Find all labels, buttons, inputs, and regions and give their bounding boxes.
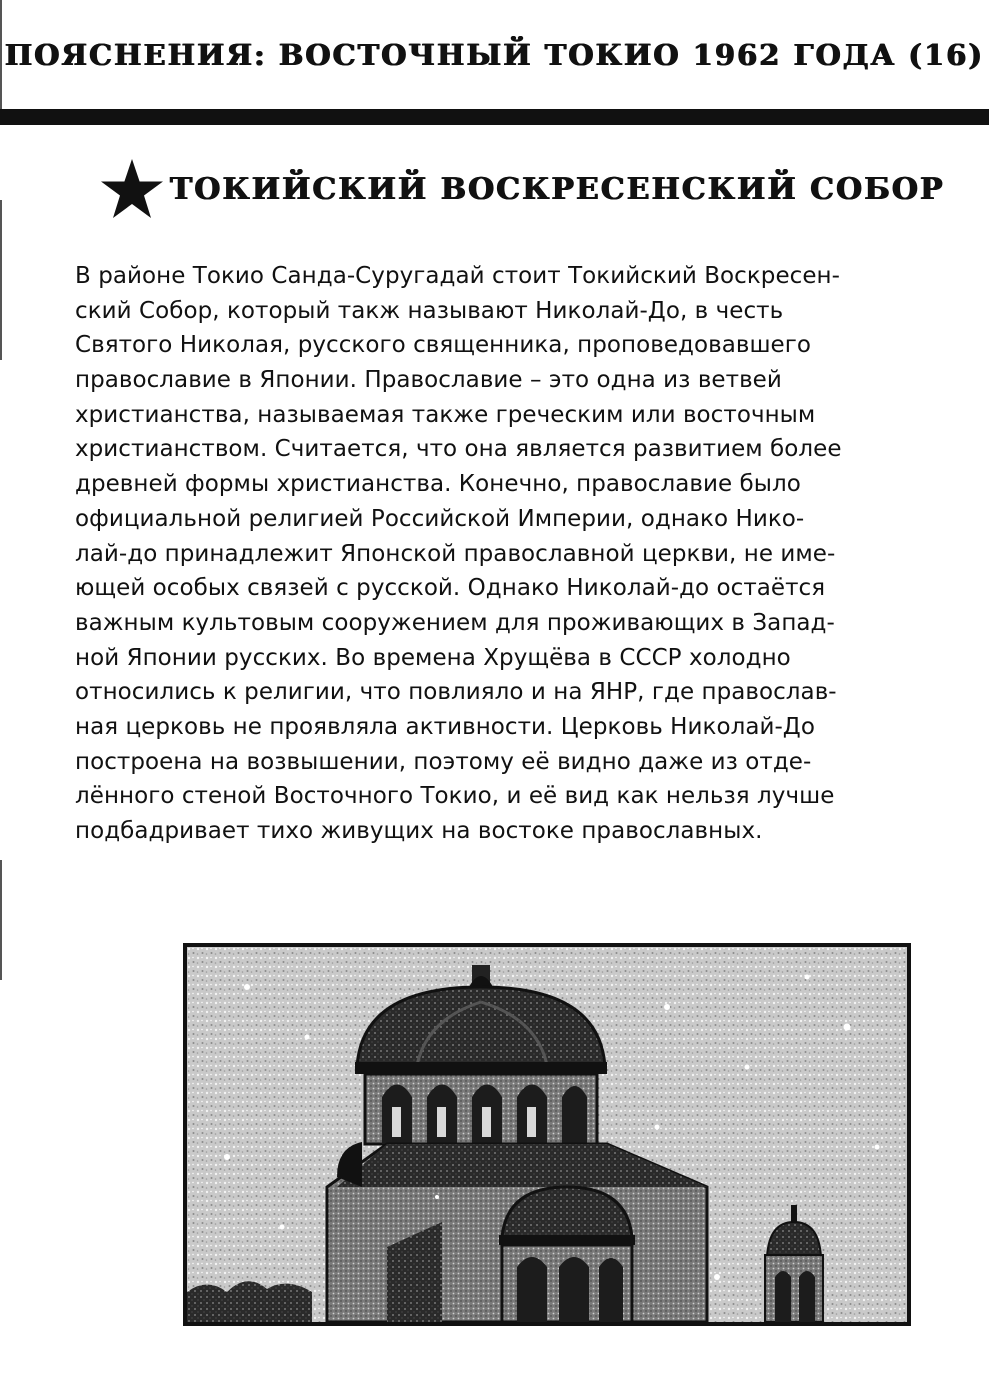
body-line: относились к религии, что повлияло и на ЯНР, где православ-	[75, 679, 837, 706]
star-icon	[100, 158, 164, 220]
body-line: Святого Николая, русского священника, проповедовавшего	[75, 332, 812, 359]
page-edge-mark	[0, 860, 2, 980]
body-line: православие в Японии. Православие – это одна из ветвей	[75, 367, 782, 394]
page-title: ПОЯСНЕНИЯ: ВОСТОЧНЫЙ ТОКИО 1962 ГОДА (16)	[4, 38, 985, 72]
body-line: В районе Токио Санда-Суругадай стоит Токийский Воскресен-	[75, 263, 840, 289]
body-line: ющей особых связей с русской. Однако Николай-до остаётся	[75, 575, 826, 602]
body-line: официальной религией Российской Империи, однако Нико-	[75, 505, 805, 532]
body-line: ная церковь не проявляла активности. Церковь Николай-До	[75, 713, 815, 740]
section-heading	[100, 158, 945, 220]
cathedral-illustration	[183, 943, 911, 1326]
dome-drum	[365, 1074, 597, 1144]
body-line: христианства, называемая также греческим или восточным	[75, 401, 816, 428]
body-line: лай-до принадлежит Японской православной церкви, не име-	[75, 540, 836, 567]
body-line: подбадривает тихо живущих на востоке православных.	[75, 818, 763, 844]
body-line: построена на возвышении, поэтому её видно даже из отде-	[75, 748, 812, 775]
body-line: христианством. Считается, что она является развитием более	[75, 436, 842, 463]
cathedral-drawing	[187, 947, 907, 1322]
body-line: важным культовым сооружением для проживающих в Запад-	[75, 609, 835, 636]
body-line: ский Собор, который такж называют Николай-До, в честь	[75, 297, 784, 324]
front-dome	[499, 1187, 635, 1322]
left-shrubs	[187, 1281, 312, 1322]
header-divider	[0, 109, 989, 125]
article-body	[75, 259, 935, 849]
body-line: ной Японии русских. Во времена Хрущёва в СССР холодно	[75, 644, 791, 671]
body-line: лённого стеной Восточного Токио, и её вид как нельзя лучше	[75, 783, 835, 810]
section-title: ТОКИЙСКИЙ ВОСКРЕСЕНСКИЙ СОБОР	[170, 171, 945, 207]
page-edge-mark	[0, 200, 2, 360]
body-line: древней формы христианства. Конечно, православие было	[75, 471, 801, 498]
